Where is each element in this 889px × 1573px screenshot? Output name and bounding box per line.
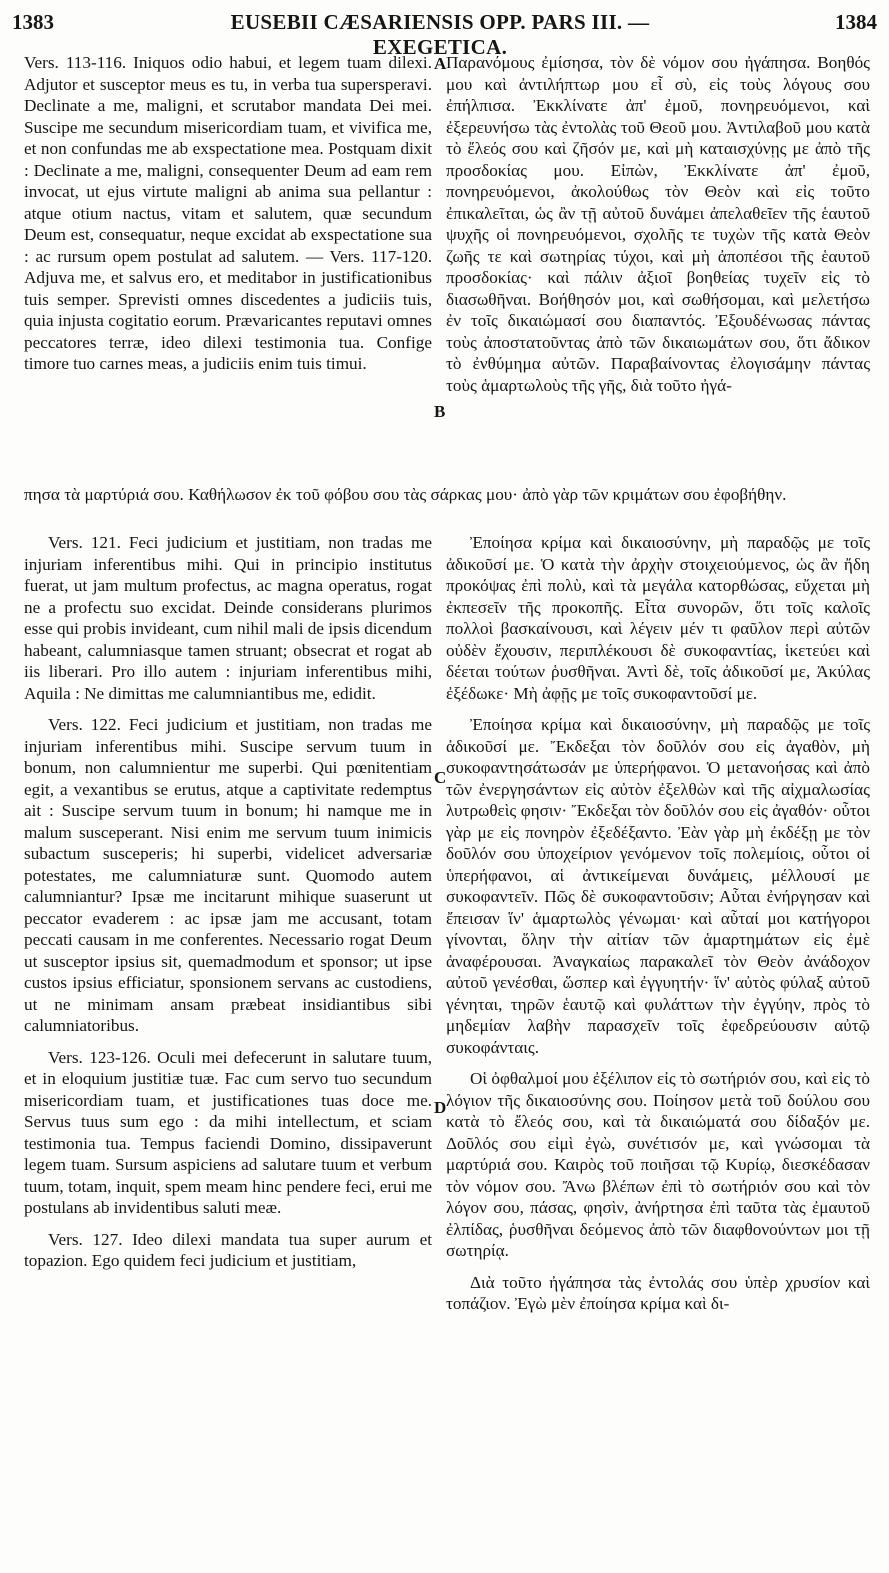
latin-paragraph: Vers. 121. Feci judicium et justitiam, non tradas me injuriam inferentibus mihi. Qui in principio institutus fuerat, ut jam multum profectus, ac magna operatus, rogat ne a profectu suo excidat. Deinde considerans plurimos esse qui probis invideant, cum nihil mali de ipsis dicendum habeant, calumniasque tamen struant; obsecrat et rogat ab iis liberari. Pro illo autem : injuriam inferentibus mihi, Aquila : Ne dimittas me calumniantibus me, edidit. bbox=[24, 533, 432, 703]
running-title: EUSEBII CÆSARIENSIS OPP. PARS III. — EXEGETICA. bbox=[230, 10, 650, 59]
margin-marker-c: C bbox=[434, 768, 447, 787]
latin-column-top bbox=[24, 52, 432, 385]
latin-paragraph: Vers. 127. Ideo dilexi mandata tua super aurum et topazion. Ego quidem feci judicium et justitiam, bbox=[24, 1229, 432, 1270]
latin-paragraph: Vers. 113-116. Iniquos odio habui, et legem tuam dilexi. Adjutor et susceptor meus es tu, in verba tua supersperavi. Declinate a me, maligni, et scrutabor mandata Dei mei. Suscipe me secundum misericordiam tuam, et vivifica me, et non confundas me ab exspectatione mea. Postquam dixit : Declinate a me, maligni, consequenter Deum ad eam rem invocat, ut ejus virtute maligni ab anima sua pellantur : atque otium nactus, vitam et salutem, quæ secundum Deum est, consequatur, neque excidat ab exspectatione sua : ac rursum opem postulat ad salutem. — Vers. 117-120. Adjuva me, et salvus ero, et meditabor in justificationibus tuis semper. Sprevisti omnes discedentes a judiciis tuis, quia injusta cogitatio eorum. Prævaricantes reputavi omnes peccatores terræ, ideo dilexi testimonia tua. Confige timore tuo carnes meas, a judiciis enim tuis timui. bbox=[24, 53, 432, 373]
greek-paragraph: Οἱ ὀφθαλμοί μου ἐξέλιπον εἰς τὸ σωτήριόν σου, καὶ εἰς τὸ λόγιον τῆς δικαιοσύνης σου. Ποίησον μετὰ τοῦ δούλου σου κατὰ τὸ ἔλεός σου, καὶ τὰ δικαιώματά σου δίδαξόν με. Δοῦλός σου εἰμὶ ἐγὼ, συνέτισόν με, καὶ γνώσομαι τὰ μαρτύριά σου. Καιρὸς τοῦ ποιῆσαι τῷ Κυρίῳ, διεσκέδασαν τὸν νόμον σου. Ἄνω βλέπων ἐπὶ τὸ σωτήριόν σου καὶ τὸν λόγον σου, πάσας, φησὶν, ἀνήρτησα ἐπὶ ταῦτα τὰς ἐμαυτοῦ ἐλπίδας, ῥυσθῆναι δεόμενος ἀπὸ τῶν διαφθονούντων μοι τῇ σωτηρίᾳ. bbox=[446, 1069, 870, 1260]
latin-paragraph: Vers. 122. Feci judicium et justitiam, non tradas me injuriam inferentibus mihi. Suscipe servum tuum in bonum, non calumnientur me superbi. Qui pœnitentiam egit, a vexantibus se erutus, atque a captivitate redemptus ait : Suscipe servum tuum in bonum; hi namque me in malum susceperant. Nisi enim me servum tuum inimicis subactum susceperis; hi superbi, videlicet adversariæ potestates, me calumniaturæ sunt. Quomodo autem calumniantur? Ipsæ me incitarunt mihique suaserunt ut peccator evaderem : ac ipsæ jam me accusant, totam peccati causam in me conferentes. Necessario rogat Deum ut susceptor ipsius sit, quemadmodum et sponsor; ut ipse custos ipsius efficiatur, sponsionem servans ac custodiens, ut ne minimam ansam præbeat insidiantibus sibi calumniatoribus. bbox=[24, 715, 432, 1035]
page-number-left: 1383 bbox=[12, 10, 54, 34]
margin-marker-d: D bbox=[434, 1098, 447, 1117]
full-width-greek-line: πησα τὰ μαρτύριά σου. Καθήλωσον ἐκ τοῦ φόβου σου τὰς σάρκας μου· ἀπὸ γὰρ τῶν κριμάτων σου ἐφοβήθην. bbox=[24, 485, 787, 504]
margin-marker-b: B bbox=[434, 402, 446, 421]
page-number-right: 1384 bbox=[835, 10, 877, 34]
margin-marker-a: A bbox=[434, 54, 447, 73]
greek-paragraph: Ἐποίησα κρίμα καὶ δικαιοσύνην, μὴ παραδῷς με τοῖς ἀδικοῦσί με. Ἔκδεξαι τὸν δοῦλόν σου εἰς ἀγαθὸν, μὴ συκοφαντησάτωσάν με ὑπερήφανοι. Ὁ μετανοήσας καὶ ἀπὸ τῶν ἐνεργησάντων εἰς αὐτὸν ἐξελθὼν καὶ τῆς αἰχμαλωσίας λυτρωθεὶς φησιν· Ἔκδεξαι τὸν δοῦλόν σου εἰς ἀγαθόν· οὗτοι γὰρ με εἰς πονηρὸν ἐξεδέξαντο. Ἐὰν γὰρ μὴ ἐκδέξῃ με τὸν δοῦλόν σου ὑποχείριον γενόμενον τοῖς πολεμίοις, οὗτοι οἱ ὑπερήφανοι, αἱ ἀντικείμεναι δυνάμεις, μέλλουσί με συκοφαντεῖν. Πῶς δὲ συκοφαντοῦσιν; Αὗται ἐνήργησαν καὶ ἔπεισαν ἵν' ἁμαρτωλὸς γένωμαι· καὶ αὗταί μοι κατήγοροι γίνονται, ὅλην τὴν αἰτίαν τῶν ἁμαρτημάτων εἰς ἐμὲ ἀναφέρουσαι. Ἀναγκαίως παρακαλεῖ τὸν Θεὸν ἀνάδοχον αὐτοῦ γενέσθαι, ὥσπερ καὶ ἐγγυητήν· ἵν' αὐτὸς φύλαξ αὐτοῦ γένηται, τηρῶν ἑαυτῷ καὶ φυλάττων τὴν ἐγγύην, πρὸς τὸ μηδεμίαν λαβὴν παρασχεῖν τοῖς ἐφεδρεύουσιν αὐτῷ συκοφάνταις. bbox=[446, 715, 870, 1057]
latin-column-bottom bbox=[24, 532, 432, 1282]
running-header bbox=[0, 10, 889, 59]
greek-column-bottom bbox=[446, 532, 870, 1325]
greek-column-top bbox=[446, 52, 870, 406]
greek-paragraph: Παρανόμους ἐμίσησα, τὸν δὲ νόμον σου ἠγάπησα. Βοηθός μου καὶ ἀντιλήπτωρ μου εἶ σὺ, εἰς τοὺς λόγους σου ἐπήλπισα. Ἐκκλίνατε ἀπ' ἐμοῦ, πονηρευόμενοι, καὶ ἐξερευνήσω τὰς ἐντολὰς τοῦ Θεοῦ μου. Ἀντιλαβοῦ μου κατὰ τὸ ἔλεός σου καὶ ζῆσόν με, καὶ μὴ καταισχύνῃς με ἀπὸ τῆς προσδοκίας μου. Εἰπὼν, Ἐκκλίνατε ἀπ' ἐμοῦ, πονηρευόμενοι, ἀκολούθως τὸν Θεὸν καὶ εἰς τοῦτο ἐπικαλεῖται, ὡς ἂν τῇ αὐτοῦ δυνάμει ἀπελαθεῖεν τῆς ἑαυτοῦ ψυχῆς οἱ πονηρευόμενοι, σχολῆς τε τυχὼν τῆς κατὰ Θεὸν ζωῆς τε καὶ σωτηρίας τύχοι, καὶ μὴ ἀποπέσοι τῆς ἑαυτοῦ προσδοκίας· καὶ πάλιν ἀξιοῖ βοηθείας τυχεῖν εἰς τὸ διασωθῆναι. Βοήθησόν μοι, καὶ σωθήσομαι, καὶ μελετήσω ἐν τοῖς δικαιώμασί σου διαπαντός. Ἐξουδένωσας πάντας τοὺς ἀποστατοῦντας ἀπὸ τῶν δικαιωμάτων σου, ὅτι ἄδικον τὸ ἐνθύμημα αὐτῶν. Παραβαίνοντας ἐλογισάμην πάντας τοὺς ἁμαρτωλοὺς τῆς γῆς, διὰ τοῦτο ἠγά- bbox=[446, 53, 870, 395]
greek-paragraph: Ἐποίησα κρίμα καὶ δικαιοσύνην, μὴ παραδῷς με τοῖς ἀδικοῦσί με. Ὁ κατὰ τὴν ἀρχὴν στοιχειούμενος, ὡς ἂν ἤδη προκόψας ἐπὶ πολὺ, καὶ τὰ μεγάλα κατορθώσας, εὔχεται μὴ ἐκπεσεῖν τῆς προκοπῆς. Εἶτα συνορῶν, ὅτι τοῖς καλοῖς πολλοὶ βασκαίνουσι, καὶ λέγειν μέν τι φαῦλον περὶ αὐτῶν οὐδὲν ἔχουσιν, περιπλέκουσι δὲ συκοφαντίας, ἱκετεύει καὶ δέεται τούτων ῥυσθῆναι. Ἀντὶ δὲ, τοῖς ἀδικοῦσί με, Ἀκύλας ἐξέδωκε· Μὴ ἀφῇς με τοῖς συκοφαντοῦσί με. bbox=[446, 533, 870, 703]
greek-paragraph: Διὰ τοῦτο ἠγάπησα τὰς ἐντολάς σου ὑπὲρ χρυσίον καὶ τοπάζιον. Ἐγὼ μὲν ἐποίησα κρίμα καὶ δι- bbox=[446, 1272, 870, 1313]
latin-paragraph: Vers. 123-126. Oculi mei defecerunt in salutare tuum, et in eloquium justitiæ tuæ. Fac cum servo tuo secundum misericordiam tuam, et justificationes tuas doce me. Servus tuus sum ego : da mihi intellectum, et sciam testimonia tua. Tempus faciendi Domino, dissipaverunt legem tuam. Sursum aspiciens ad salutare tuum et verbum tuum, totam, inquit, spem meam hinc pendere feci, erui me postulans ab invidentibus saluti meæ. bbox=[24, 1047, 432, 1217]
